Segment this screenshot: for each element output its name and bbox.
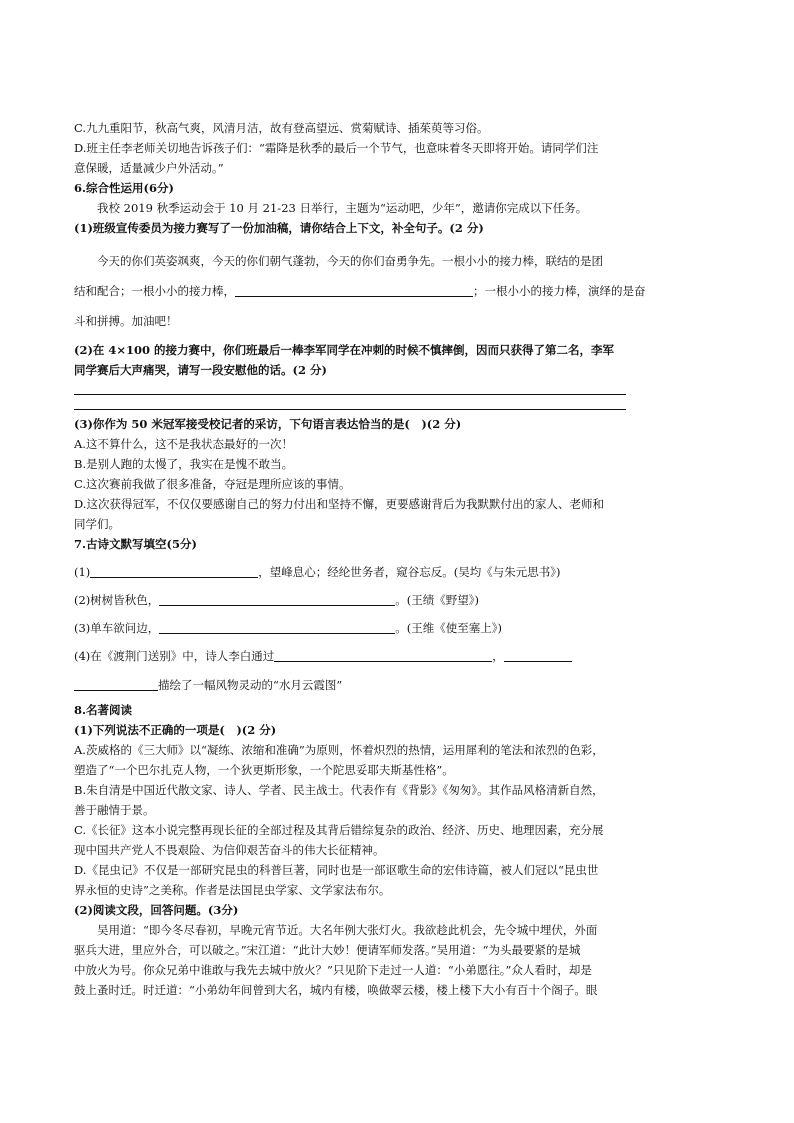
q5-option-d-line1: D.班主任李老师关切地告诉孩子们：“霜降是秋季的最后一个节气，也意味着冬天即将开始。请同学们注 [74, 141, 599, 155]
q6-sub3-option-a: A.这不算什么，这不是我状态最好的一次！ [74, 437, 293, 451]
q6-sub2-title-line2: 同学赛后大声痛哭，请写一段安慰他的话。(2 分) [74, 363, 327, 377]
q7-item4-label: (4)在《渡荆门送别》中，诗人李白通过 [74, 649, 275, 663]
q6-sub3-title: (3)你作为 50 米冠军接受校记者的采访，下句语言表达恰当的是( )(2 分) [74, 417, 462, 431]
q7-item4-continued [74, 670, 724, 700]
q7-item1-text: ，望峰息心；经纶世务者，窥谷忘反。(吴均《与朱元思书》) [258, 565, 561, 579]
q7-item2-text: 。(王绩《野望》) [395, 593, 480, 607]
q7-item4 [74, 642, 724, 670]
q8-option-a-line2: 塑造了“一个巴尔扎克人物，一个狄更斯形象，一个陀思妥耶夫斯基性格”。 [74, 763, 454, 777]
q7-item2 [74, 586, 724, 614]
q8-passage-line1: 吴用道：“即今冬尽春初，早晚元宵节近。大名年例大张灯火。我欲趁此机会，先令城中埋伏，外面 [97, 923, 598, 937]
q8-passage-line4: 鼓上蚤时迁。时迁道：“小弟幼年间曾到大名，城内有楼，唤做翠云楼，楼上楼下大小有百十个阁子。眼 [74, 983, 598, 997]
q8-title: 8.名著阅读 [74, 703, 133, 717]
q7-item3-blank[interactable] [159, 620, 395, 634]
q7-item4-blank2[interactable] [504, 648, 572, 662]
q7-item4-text: 描绘了一幅风物灵动的“水月云霞图” [158, 678, 343, 692]
q6-sub3-option-d-line1: D.这次获得冠军，不仅仅要感谢自己的努力付出和坚持不懈，更要感谢背后为我默默付出的家人、老师和 [74, 497, 604, 511]
q8-option-b-line1: B.朱自清是中国近代散文家、诗人、学者、民主战士。代表作有《背影》《匆匆》。其作品风格清新自然， [74, 783, 604, 797]
q6-sub1-text-after-blank: ；一根小小的接力棒，演绎的是奋 [473, 284, 646, 298]
q8-option-d-line2: 界永恒的史诗”之美称。作者是法国昆虫学家、文学家法布尔。 [74, 883, 391, 897]
q7-item1-label: (1) [74, 565, 91, 579]
q7-item4-comma: ， [492, 649, 504, 663]
q7-item2-label: (2)树树皆秋色， [74, 593, 160, 607]
q6-sub3-option-b: B.是别人跑的太慢了，我实在是愧不敢当。 [74, 457, 294, 471]
q7-item3-label: (3)单车欲问边， [74, 621, 160, 635]
q5-option-d-line2: 意保暖，适量减少户外活动。” [74, 161, 224, 175]
q8-option-b-line2: 善于融情于景。 [74, 803, 155, 817]
q6-sub1-answer-blank[interactable] [235, 283, 473, 297]
q8-option-c-line2: 现中国共产党人不畏艰险、为信仰艰苦奋斗的伟大长征精神。 [74, 843, 385, 857]
q8-option-d-line1: D.《昆虫记》不仅是一部研究昆虫的科普巨著，同时也是一部讴歌生命的宏伟诗篇，被人们冠以“昆虫世 [74, 863, 599, 877]
q6-intro: 我校 2019 秋季运动会于 10 月 21-23 日举行，主题为“运动吧，少年”，邀请你完成以下任务。 [97, 201, 588, 215]
q8-passage-line2: 驱兵大进，里应外合，可以破之。”宋江道：“此计大妙！便请军师发落。”吴用道：“为头最要紧的是城 [74, 943, 581, 957]
q7-item3 [74, 614, 724, 642]
q6-sub1-paragraph-line3: 斗和拼搏。加油吧！ [74, 314, 178, 328]
q8-option-c-line1: C.《长征》这本小说完整再现长征的全部过程及其背后错综复杂的政治、经济、历史、地理因素，充分展 [74, 823, 604, 837]
q5-option-c: C.九九重阳节，秋高气爽，风清月洁，故有登高望远、赏菊赋诗、插茱萸等习俗。 [74, 121, 489, 135]
q7-title: 7.古诗文默写填空(5分) [74, 537, 197, 551]
q8-sub1-title: (1)下列说法不正确的一项是( )(2 分) [74, 723, 277, 737]
q6-sub1-title: (1)班级宣传委员为接力赛写了一份加油稿，请你结合上下文，补全句子。(2 分) [74, 221, 484, 235]
q6-sub1-text-before-blank: 结和配合；一根小小的接力棒， [74, 284, 235, 298]
q8-option-a-line1: A.茨威格的《三大师》以“凝练、浓缩和准确”为原则，怀着炽烈的热情，运用犀利的笔法和浓烈的色彩， [74, 743, 604, 757]
q7-item1 [74, 558, 724, 586]
q8-passage-line3: 中放火为号。你众兄弟中谁敢与我先去城中放火？”只见阶下走过一人道：“小弟愿往。”众人看时，却是 [74, 963, 592, 977]
q7-item3-text: 。(王维《使至塞上》) [395, 621, 503, 635]
exam-page [74, 118, 724, 1000]
q6-sub3-option-c: C.这次赛前我做了很多准备，夺冠是理所应该的事情。 [74, 477, 351, 491]
q6-title: 6.综合性运用(6分) [74, 181, 174, 195]
q6-sub3-option-d-line2: 同学们。 [74, 517, 120, 531]
q6-sub1-paragraph-line1: 今天的你们英姿飒爽，今天的你们朝气蓬勃，今天的你们奋勇争先。一根小小的接力棒，联结的是团 [97, 254, 603, 268]
q7-item4-blank3[interactable] [74, 677, 158, 691]
q8-sub2-title: (2)阅读文段，回答问题。(3分) [74, 903, 239, 917]
q7-item4-blank1[interactable] [274, 648, 492, 662]
q7-item1-blank[interactable] [90, 564, 258, 578]
q7-item2-blank[interactable] [159, 592, 395, 606]
q6-sub2-title-line1: (2)在 4×100 的接力赛中，你们班最后一棒李军同学在冲刺的时候不慎摔倒，因而只获得了第二名，李军 [74, 343, 615, 357]
q6-sub1-paragraph-line2 [74, 276, 724, 306]
